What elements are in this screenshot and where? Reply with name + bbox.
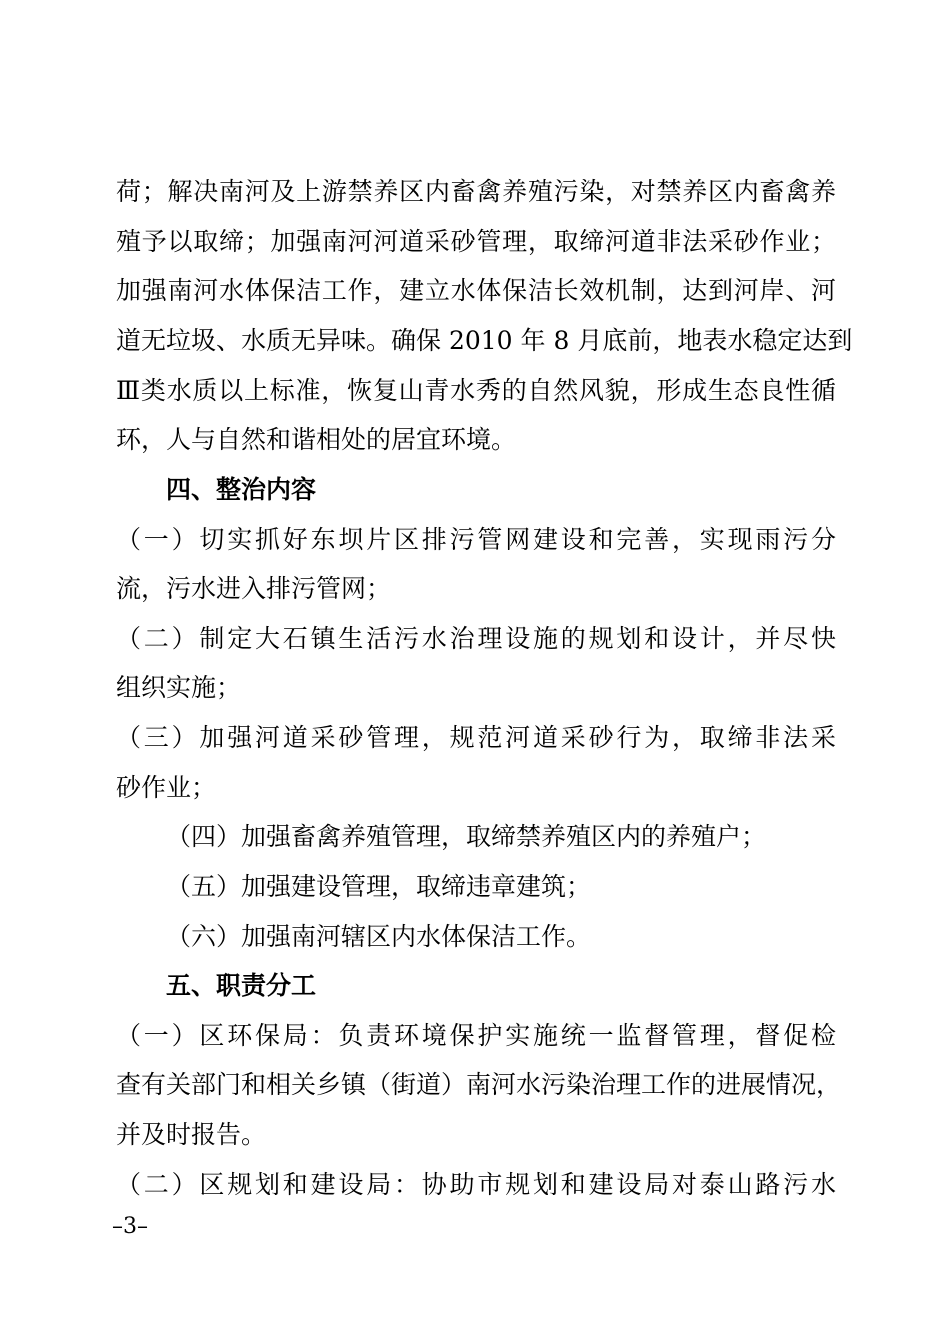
paragraph-line: （二）区规划和建设局：协助市规划和建设局对泰山路污水	[116, 1170, 836, 1199]
paragraph-line: 并及时报告。	[116, 1120, 267, 1149]
section-heading: 四、整治内容	[166, 475, 317, 504]
paragraph-line: 组织实施；	[116, 673, 242, 702]
paragraph-line: （一）区环保局：负责环境保护实施统一监督管理，督促检	[116, 1021, 836, 1050]
paragraph-line: 道无垃圾、水质无异味。确保 2010 年 8 月底前，地表水稳定达到	[116, 326, 853, 355]
paragraph-line: 环，人与自然和谐相处的居宜环境。	[116, 425, 517, 454]
paragraph-line: 加强南河水体保洁工作，建立水体保洁长效机制，达到河岸、河	[116, 276, 836, 305]
paragraph-line: （六）加强南河辖区内水体保洁工作。	[166, 922, 592, 951]
paragraph-line: Ⅲ类水质以上标准，恢复山青水秀的自然风貌，形成生态良性循	[116, 376, 836, 405]
paragraph-line: （五）加强建设管理，取缔违章建筑；	[166, 872, 592, 901]
paragraph-line: （二）制定大石镇生活污水治理设施的规划和设计，并尽快	[116, 624, 836, 653]
paragraph-line: 荷；解决南河及上游禁养区内畜禽养殖污染，对禁养区内畜禽养	[116, 177, 836, 206]
paragraph-line: （三）加强河道采砂管理，规范河道采砂行为，取缔非法采	[116, 723, 836, 752]
paragraph-line: 查有关部门和相关乡镇（街道）南河水污染治理工作的进展情况，	[116, 1070, 842, 1099]
section-heading: 五、职责分工	[166, 971, 317, 1000]
page-number: –3–	[112, 1214, 148, 1239]
paragraph-line: 殖予以取缔；加强南河河道采砂管理，取缔河道非法采砂作业；	[116, 227, 836, 256]
paragraph-line: （四）加强畜禽养殖管理，取缔禁养殖区内的养殖户；	[166, 822, 767, 851]
paragraph-line: （一）切实抓好东坝片区排污管网建设和完善，实现雨污分	[116, 525, 836, 554]
paragraph-line: 砂作业；	[116, 773, 217, 802]
paragraph-line: 流，污水进入排污管网；	[116, 574, 392, 603]
